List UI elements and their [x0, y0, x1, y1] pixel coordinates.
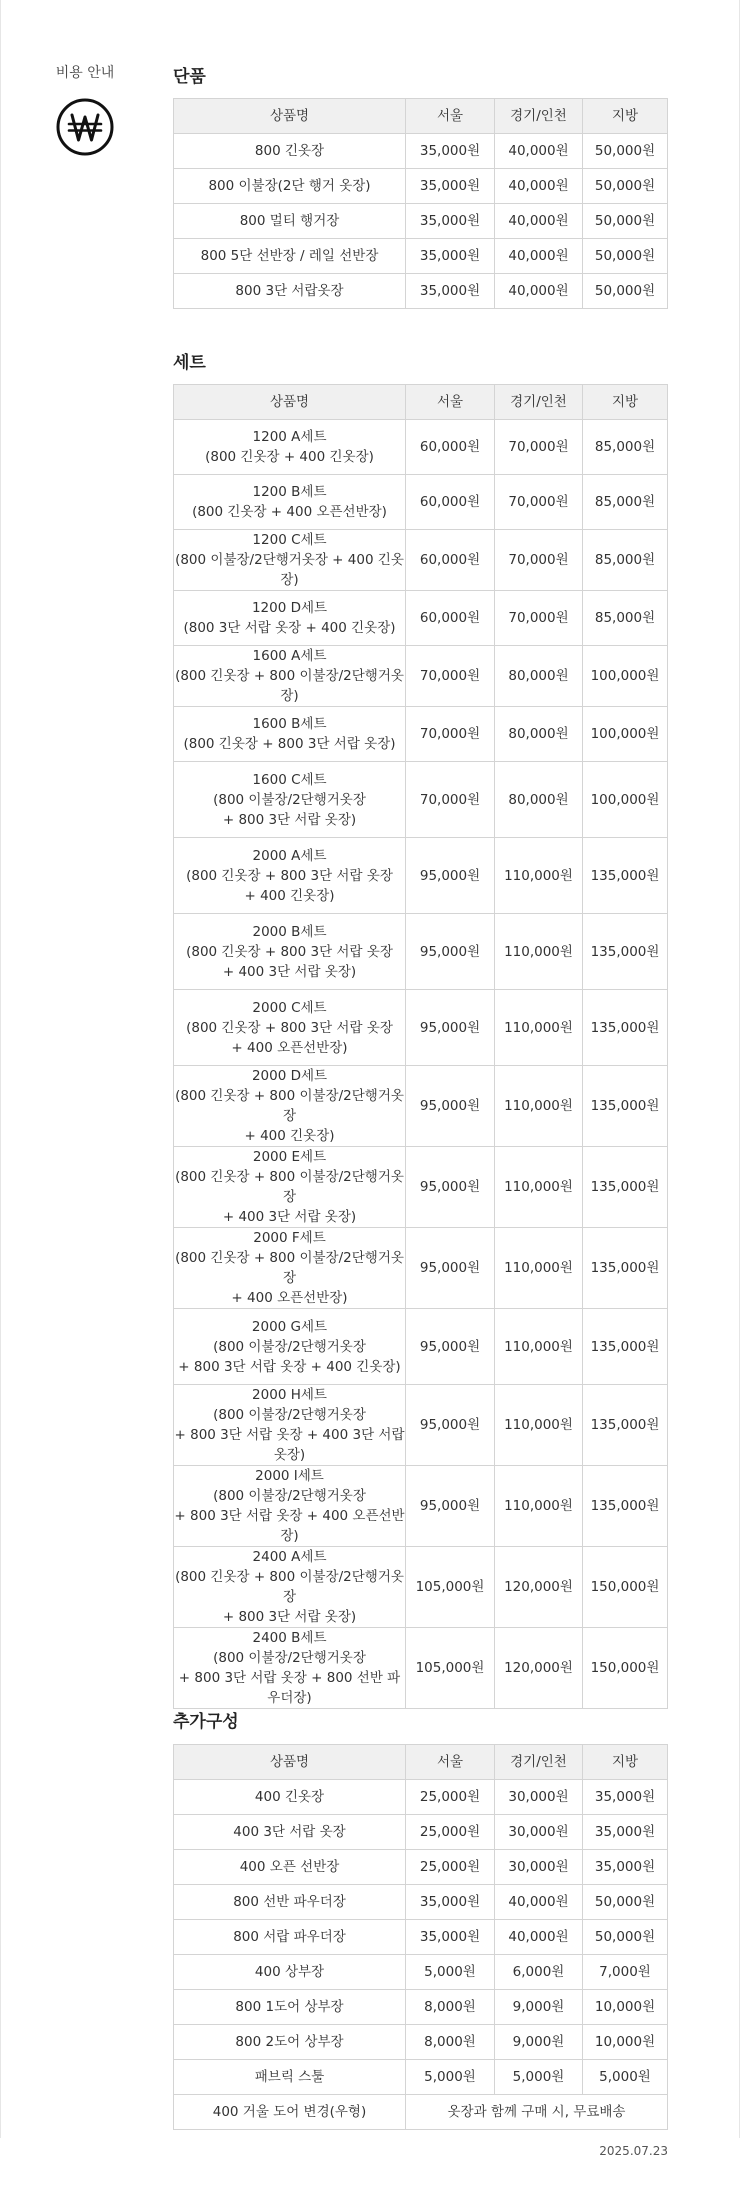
header-product-name: 상품명 [174, 99, 406, 134]
product-name-line: 1200 D세트 [251, 600, 328, 616]
product-name-cell [174, 762, 406, 838]
header-product-name: 상품명 [174, 385, 406, 420]
table-row [174, 591, 668, 646]
price-gyeonggi-incheon-cell: 70,000원 [495, 475, 583, 530]
product-name-line: 1200 C세트 [252, 532, 327, 548]
product-name-cell [174, 1920, 406, 1955]
product-name-line: 1600 C세트 [252, 771, 327, 788]
product-name-line: 1200 A세트 [252, 429, 327, 445]
price-local-cell: 150,000원 [583, 1628, 668, 1709]
price-gyeonggi-incheon-cell: 40,000원 [495, 1885, 583, 1920]
price-local-cell: 35,000원 [583, 1815, 668, 1850]
price-gyeonggi-incheon-cell: 40,000원 [495, 169, 583, 204]
free-shipping-note: 옷장과 함께 구매 시, 무료배송 [406, 2095, 668, 2130]
price-local-cell: 135,000원 [583, 1066, 668, 1147]
won-icon [56, 98, 114, 156]
header-seoul: 서울 [406, 1745, 495, 1780]
table-row [174, 1955, 668, 1990]
price-seoul-cell: 95,000원 [406, 838, 495, 914]
product-name-line: 1600 B세트 [252, 716, 327, 732]
price-local-cell: 10,000원 [583, 2025, 668, 2060]
price-gyeonggi-incheon-cell: 110,000원 [495, 1466, 583, 1547]
price-local-cell: 135,000원 [583, 1309, 668, 1385]
price-seoul-cell: 95,000원 [406, 1309, 495, 1385]
table-row [174, 475, 668, 530]
addon-price-table [173, 1744, 668, 2130]
product-name-line: + 400 오픈선반장) [231, 1039, 348, 1056]
product-name-line: 400 3단 서랍 옷장 [233, 1824, 346, 1840]
product-name-line: + 400 긴옷장) [244, 1128, 335, 1144]
price-gyeonggi-incheon-cell: 5,000원 [495, 2060, 583, 2095]
product-name-line: 800 2도어 상부장 [235, 2034, 344, 2050]
product-name-cell [174, 475, 406, 530]
product-name-cell [174, 1385, 406, 1466]
price-local-cell: 85,000원 [583, 475, 668, 530]
product-name-cell [174, 1228, 406, 1309]
price-local-cell: 35,000원 [583, 1850, 668, 1885]
product-name-line: 2000 F세트 [253, 1230, 326, 1246]
table-row [174, 1815, 668, 1850]
price-gyeonggi-incheon-cell: 40,000원 [495, 204, 583, 239]
product-name-line: 400 오픈 선반장 [239, 1859, 340, 1875]
updated-date: 2025.07.23 [599, 2144, 668, 2158]
price-local-cell: 35,000원 [583, 1780, 668, 1815]
price-seoul-cell: 8,000원 [406, 2025, 495, 2060]
price-gyeonggi-incheon-cell: 40,000원 [495, 274, 583, 309]
header-gyeonggi-incheon: 경기/인천 [495, 1745, 583, 1780]
product-name-line: (800 이불장/2단행거옷장 [213, 1488, 366, 1504]
price-seoul-cell: 95,000원 [406, 1466, 495, 1547]
table-row [174, 530, 668, 591]
product-name-cell [174, 169, 406, 204]
table-row [174, 1228, 668, 1309]
price-seoul-cell: 70,000원 [406, 762, 495, 838]
price-local-cell: 85,000원 [583, 420, 668, 475]
product-name-line: + 800 3단 서랍 옷장 + 400 오픈선반장) [174, 1508, 405, 1544]
table-row [174, 420, 668, 475]
set-table-body [174, 420, 668, 1709]
price-seoul-cell: 70,000원 [406, 707, 495, 762]
product-name-line: 2000 D세트 [251, 1068, 328, 1084]
product-name-line: 800 긴옷장 [254, 143, 325, 159]
product-name-line: 2000 B세트 [252, 923, 327, 940]
price-gyeonggi-incheon-cell: 110,000원 [495, 1228, 583, 1309]
product-name-cell [174, 1885, 406, 1920]
header-seoul: 서울 [406, 385, 495, 420]
product-name-cell [174, 134, 406, 169]
product-name-line: 800 서랍 파우더장 [233, 1929, 346, 1945]
product-name-line: 2400 A세트 [252, 1549, 327, 1565]
product-name-line: + 400 오픈선반장) [231, 1290, 348, 1306]
product-name-line: 1200 B세트 [252, 484, 327, 500]
header-product-name: 상품명 [174, 1745, 406, 1780]
table-row [174, 762, 668, 838]
price-local-cell: 135,000원 [583, 1228, 668, 1309]
product-name-line: (800 긴옷장 + 800 이불장/2단행거옷장) [175, 668, 404, 704]
product-name-line: + 800 3단 서랍 옷장) [222, 811, 357, 828]
price-seoul-cell: 105,000원 [406, 1547, 495, 1628]
price-local-cell: 150,000원 [583, 1547, 668, 1628]
product-name-line: (800 긴옷장 + 800 3단 서랍 옷장) [183, 736, 396, 752]
table-row [174, 274, 668, 309]
price-local-cell: 50,000원 [583, 134, 668, 169]
product-name-line: 800 이불장(2단 행거 옷장) [208, 178, 371, 194]
product-name-cell [174, 591, 406, 646]
price-gyeonggi-incheon-cell: 110,000원 [495, 1309, 583, 1385]
mirror-door-row [174, 2095, 668, 2130]
product-name-line: 1600 A세트 [252, 648, 327, 664]
product-name-line: (800 긴옷장 + 800 이불장/2단행거옷장 [175, 1169, 404, 1205]
table-row [174, 1147, 668, 1228]
price-gyeonggi-incheon-cell: 30,000원 [495, 1850, 583, 1885]
table-row [174, 990, 668, 1066]
header-local: 지방 [583, 385, 668, 420]
product-name-cell [174, 1466, 406, 1547]
single-price-table [173, 98, 668, 309]
product-name-cell [174, 914, 406, 990]
price-seoul-cell: 5,000원 [406, 2060, 495, 2095]
price-local-cell: 50,000원 [583, 1920, 668, 1955]
price-seoul-cell: 35,000원 [406, 1920, 495, 1955]
price-seoul-cell: 60,000원 [406, 420, 495, 475]
product-name-line: (800 이불장/2단행거옷장 [213, 791, 366, 808]
table-row [174, 204, 668, 239]
price-seoul-cell: 95,000원 [406, 1228, 495, 1309]
product-name-line: 800 3단 서랍옷장 [235, 283, 344, 299]
table-row [174, 1920, 668, 1955]
addon-table-body [174, 1780, 668, 2095]
product-name-cell [174, 707, 406, 762]
price-gyeonggi-incheon-cell: 40,000원 [495, 1920, 583, 1955]
product-name-cell [174, 530, 406, 591]
table-row [174, 1990, 668, 2025]
price-gyeonggi-incheon-cell: 9,000원 [495, 1990, 583, 2025]
price-seoul-cell: 25,000원 [406, 1815, 495, 1850]
product-name-line: 800 1도어 상부장 [235, 1999, 344, 2015]
product-name-line: (800 긴옷장 + 400 오픈선반장) [192, 504, 387, 520]
product-name-line: 2000 I세트 [255, 1468, 324, 1484]
price-seoul-cell: 95,000원 [406, 1385, 495, 1466]
price-gyeonggi-incheon-cell: 9,000원 [495, 2025, 583, 2060]
product-name-line: (800 긴옷장 + 800 이불장/2단행거옷장 [175, 1569, 404, 1605]
product-name-cell [174, 1780, 406, 1815]
table-row [174, 169, 668, 204]
price-seoul-cell: 35,000원 [406, 1885, 495, 1920]
product-name-line: (800 긴옷장 + 400 긴옷장) [205, 449, 374, 465]
table-row [174, 2060, 668, 2095]
set-price-table [173, 384, 668, 1709]
price-gyeonggi-incheon-cell: 110,000원 [495, 914, 583, 990]
price-gyeonggi-incheon-cell: 70,000원 [495, 420, 583, 475]
price-local-cell: 85,000원 [583, 591, 668, 646]
product-name-line: + 800 3단 서랍 옷장 + 400 3단 서랍 옷장) [174, 1427, 405, 1463]
table-row [174, 1385, 668, 1466]
price-local-cell: 135,000원 [583, 990, 668, 1066]
product-name-cell [174, 2025, 406, 2060]
price-gyeonggi-incheon-cell: 110,000원 [495, 1066, 583, 1147]
table-row [174, 2025, 668, 2060]
product-name-line: (800 긴옷장 + 800 3단 서랍 옷장 [186, 1019, 393, 1036]
product-name-cell [174, 204, 406, 239]
price-seoul-cell: 35,000원 [406, 204, 495, 239]
price-seoul-cell: 25,000원 [406, 1780, 495, 1815]
table-row [174, 914, 668, 990]
product-name-line: (800 긴옷장 + 800 3단 서랍 옷장 [186, 867, 393, 884]
price-gyeonggi-incheon-cell: 6,000원 [495, 1955, 583, 1990]
product-name-line: + 400 3단 서랍 옷장) [222, 1209, 357, 1225]
price-gyeonggi-incheon-cell: 110,000원 [495, 838, 583, 914]
product-name-line: 2000 H세트 [252, 1387, 327, 1403]
product-name-line: 2000 C세트 [252, 999, 327, 1016]
header-gyeonggi-incheon: 경기/인천 [495, 385, 583, 420]
price-seoul-cell: 35,000원 [406, 239, 495, 274]
product-name-cell [174, 646, 406, 707]
table-row [174, 1547, 668, 1628]
price-seoul-cell: 60,000원 [406, 530, 495, 591]
single-section-title: 단품 [173, 67, 206, 87]
price-local-cell: 5,000원 [583, 2060, 668, 2095]
price-seoul-cell: 95,000원 [406, 990, 495, 1066]
table-row [174, 1885, 668, 1920]
table-row [174, 1466, 668, 1547]
price-seoul-cell: 8,000원 [406, 1990, 495, 2025]
product-name-line: (800 긴옷장 + 800 3단 서랍 옷장 [186, 943, 393, 960]
price-seoul-cell: 95,000원 [406, 1147, 495, 1228]
product-name-line: 2400 B세트 [252, 1630, 327, 1646]
price-local-cell: 50,000원 [583, 204, 668, 239]
table-row [174, 1309, 668, 1385]
price-seoul-cell: 95,000원 [406, 1066, 495, 1147]
price-local-cell: 7,000원 [583, 1955, 668, 1990]
product-name-cell [174, 274, 406, 309]
price-gyeonggi-incheon-cell: 30,000원 [495, 1815, 583, 1850]
header-gyeonggi-incheon: 경기/인천 [495, 99, 583, 134]
price-gyeonggi-incheon-cell: 80,000원 [495, 646, 583, 707]
price-gyeonggi-incheon-cell: 110,000원 [495, 990, 583, 1066]
product-name-line: (800 이불장/2단행거옷장 [213, 1407, 366, 1423]
product-name-cell [174, 2060, 406, 2095]
table-row [174, 838, 668, 914]
table-row [174, 239, 668, 274]
product-name-line: + 400 3단 서랍 옷장) [222, 963, 357, 980]
price-local-cell: 135,000원 [583, 1147, 668, 1228]
header-seoul: 서울 [406, 99, 495, 134]
product-name-cell [174, 1147, 406, 1228]
addon-section-title: 추가구성 [173, 1712, 239, 1732]
product-name-cell [174, 1815, 406, 1850]
product-name-line: + 800 3단 서랍 옷장 + 400 긴옷장) [178, 1358, 401, 1375]
table-row [174, 1066, 668, 1147]
price-local-cell: 135,000원 [583, 1385, 668, 1466]
product-name-line: (800 이불장/2단행거옷장 + 400 긴옷장) [175, 552, 404, 588]
product-name-line: (800 이불장/2단행거옷장 [213, 1650, 366, 1666]
price-seoul-cell: 60,000원 [406, 475, 495, 530]
price-local-cell: 50,000원 [583, 1885, 668, 1920]
table-row [174, 1628, 668, 1709]
product-name-line: (800 이불장/2단행거옷장 [213, 1338, 366, 1355]
table-row [174, 707, 668, 762]
table-header-row [174, 385, 668, 420]
price-local-cell: 10,000원 [583, 1990, 668, 2025]
price-local-cell: 100,000원 [583, 762, 668, 838]
header-local: 지방 [583, 99, 668, 134]
product-name-line: 400 상부장 [254, 1964, 325, 1980]
product-name-line: 800 5단 선반장 / 레일 선반장 [200, 248, 379, 264]
price-gyeonggi-incheon-cell: 110,000원 [495, 1385, 583, 1466]
price-gyeonggi-incheon-cell: 40,000원 [495, 134, 583, 169]
product-name-line: (800 긴옷장 + 800 이불장/2단행거옷장 [175, 1250, 404, 1286]
product-name-line: 2000 G세트 [251, 1318, 328, 1335]
price-local-cell: 50,000원 [583, 169, 668, 204]
product-name-cell [174, 838, 406, 914]
price-local-cell: 85,000원 [583, 530, 668, 591]
price-seoul-cell: 5,000원 [406, 1955, 495, 1990]
product-name-line: + 400 긴옷장) [244, 887, 335, 904]
table-row [174, 1850, 668, 1885]
product-name-line: (800 3단 서랍 옷장 + 400 긴옷장) [183, 620, 396, 636]
price-gyeonggi-incheon-cell: 70,000원 [495, 530, 583, 591]
product-name-cell [174, 239, 406, 274]
product-name-line: + 800 3단 서랍 옷장 + 800 선반 파우더장) [178, 1670, 401, 1706]
price-seoul-cell: 60,000원 [406, 591, 495, 646]
price-gyeonggi-incheon-cell: 40,000원 [495, 239, 583, 274]
product-name-line: + 800 3단 서랍 옷장) [222, 1609, 357, 1625]
price-gyeonggi-incheon-cell: 30,000원 [495, 1780, 583, 1815]
product-name-line: 2000 A세트 [252, 847, 327, 864]
product-name-cell [174, 1850, 406, 1885]
product-name-line: 패브릭 스툴 [254, 2069, 325, 2085]
product-name-line: 800 선반 파우더장 [233, 1894, 346, 1910]
product-name-line: 2000 E세트 [252, 1149, 327, 1165]
product-name-cell [174, 1955, 406, 1990]
price-seoul-cell: 25,000원 [406, 1850, 495, 1885]
price-seoul-cell: 95,000원 [406, 914, 495, 990]
product-name-cell [174, 990, 406, 1066]
price-seoul-cell: 35,000원 [406, 274, 495, 309]
product-name-line: 400 긴옷장 [254, 1789, 325, 1805]
price-local-cell: 100,000원 [583, 646, 668, 707]
product-name-cell [174, 1628, 406, 1709]
price-gyeonggi-incheon-cell: 80,000원 [495, 762, 583, 838]
price-local-cell: 135,000원 [583, 1466, 668, 1547]
product-name-cell [174, 420, 406, 475]
price-gyeonggi-incheon-cell: 120,000원 [495, 1628, 583, 1709]
table-header-row [174, 1745, 668, 1780]
price-gyeonggi-incheon-cell: 120,000원 [495, 1547, 583, 1628]
price-local-cell: 50,000원 [583, 274, 668, 309]
product-name-cell [174, 1309, 406, 1385]
set-section-title: 세트 [173, 353, 206, 373]
table-row [174, 134, 668, 169]
product-name-line: 800 멀티 행거장 [239, 213, 340, 229]
product-name-cell: 400 거울 도어 변경(우형) [174, 2095, 406, 2130]
product-name-line: (800 긴옷장 + 800 이불장/2단행거옷장 [175, 1088, 404, 1124]
price-seoul-cell: 35,000원 [406, 134, 495, 169]
product-name-cell [174, 1547, 406, 1628]
table-row [174, 1780, 668, 1815]
price-local-cell: 100,000원 [583, 707, 668, 762]
sidebar-title: 비용 안내 [55, 65, 115, 81]
single-table-body [174, 134, 668, 309]
price-seoul-cell: 35,000원 [406, 169, 495, 204]
table-row [174, 646, 668, 707]
price-gyeonggi-incheon-cell: 80,000원 [495, 707, 583, 762]
product-name-cell [174, 1990, 406, 2025]
price-local-cell: 135,000원 [583, 914, 668, 990]
header-local: 지방 [583, 1745, 668, 1780]
price-gyeonggi-incheon-cell: 110,000원 [495, 1147, 583, 1228]
product-name-cell [174, 1066, 406, 1147]
price-local-cell: 50,000원 [583, 239, 668, 274]
price-seoul-cell: 105,000원 [406, 1628, 495, 1709]
price-seoul-cell: 70,000원 [406, 646, 495, 707]
price-gyeonggi-incheon-cell: 70,000원 [495, 591, 583, 646]
price-local-cell: 135,000원 [583, 838, 668, 914]
table-header-row [174, 99, 668, 134]
